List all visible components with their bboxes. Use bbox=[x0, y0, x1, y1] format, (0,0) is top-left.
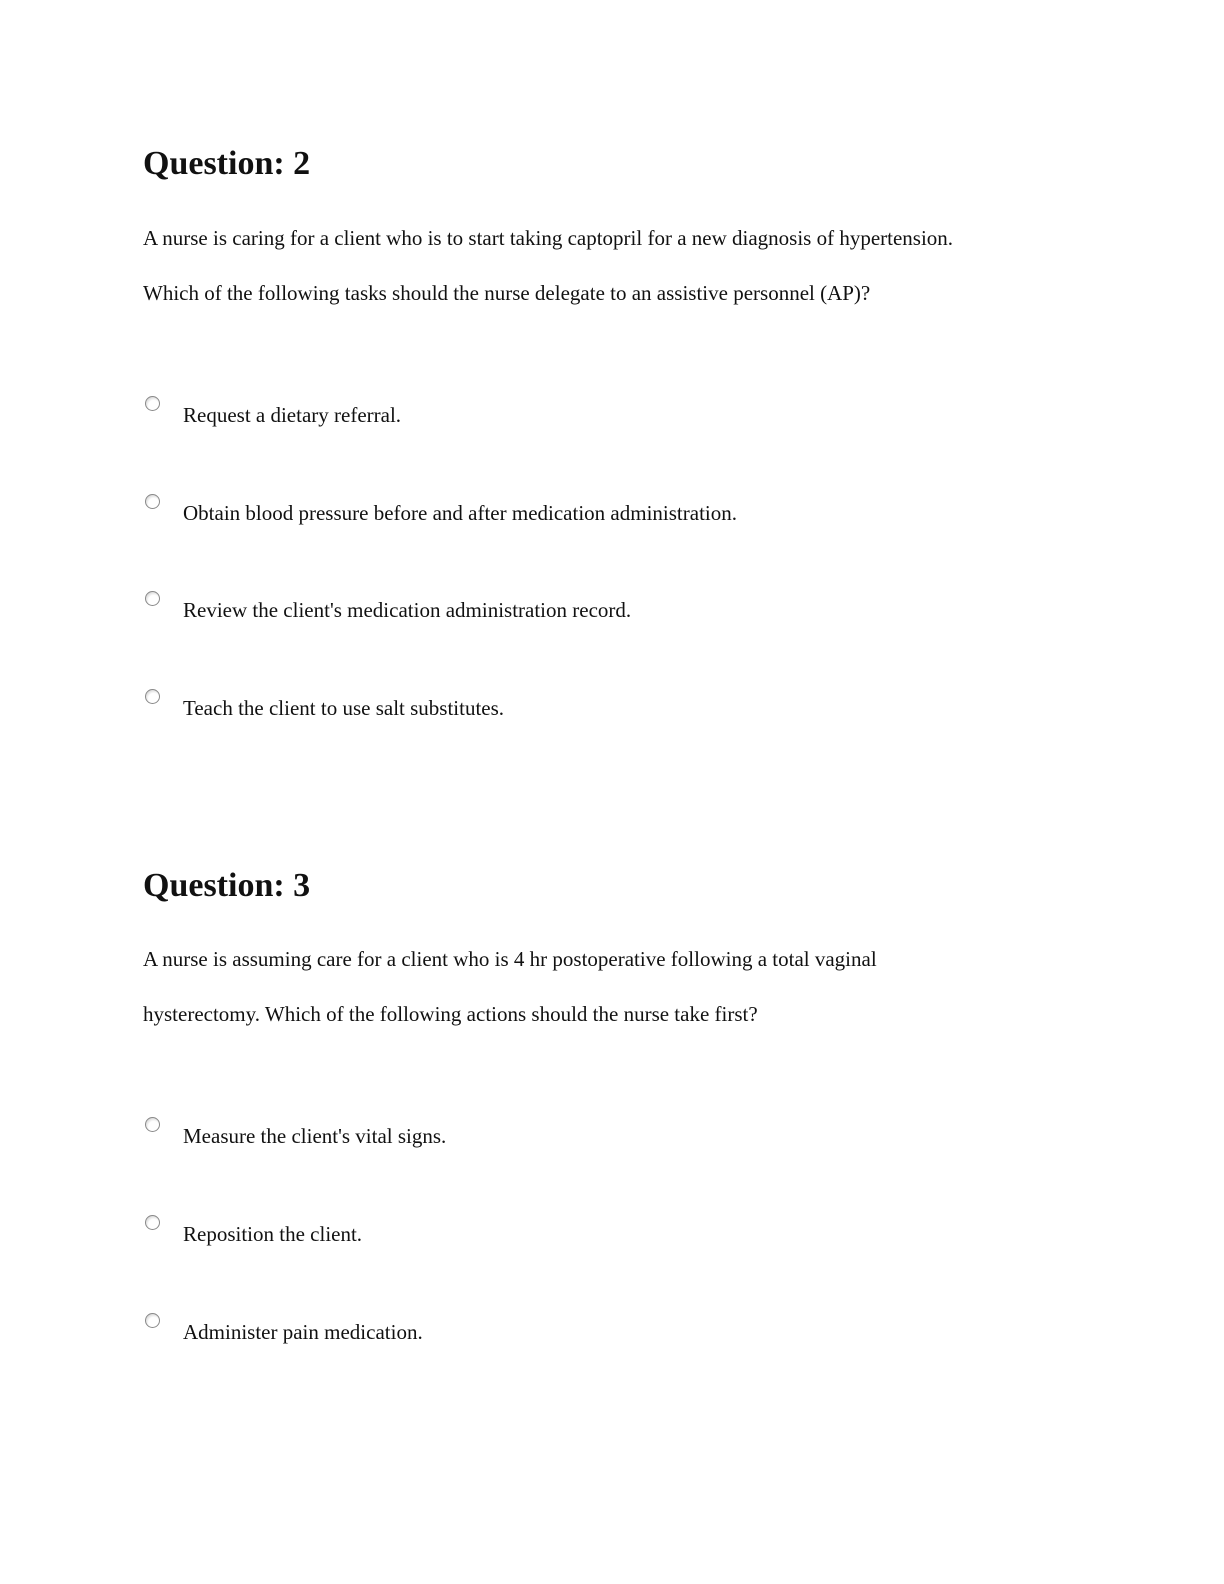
answer-option-label: Reposition the client. bbox=[183, 1222, 363, 1246]
answer-option-label: Measure the client's vital signs. bbox=[183, 1124, 447, 1148]
answer-option-label: Request a dietary referral. bbox=[183, 403, 402, 427]
question-prompt-line: hysterectomy. Which of the following actions should the nurse take first? bbox=[143, 1002, 758, 1026]
answer-option-1[interactable] bbox=[143, 1117, 1043, 1157]
answer-option-1[interactable] bbox=[143, 396, 1043, 436]
radio-button-icon[interactable] bbox=[145, 396, 160, 411]
question-prompt-line: A nurse is caring for a client who is to start taking captopril for a new diagnosis of hypertension. bbox=[143, 226, 954, 250]
question-title: Question: 2 bbox=[143, 145, 311, 182]
radio-button-icon[interactable] bbox=[145, 1215, 160, 1230]
radio-button-icon[interactable] bbox=[145, 1313, 160, 1328]
answer-option-4[interactable] bbox=[143, 689, 1043, 729]
answer-option-label: Administer pain medication. bbox=[183, 1320, 423, 1344]
question-3 bbox=[143, 866, 1103, 1344]
answer-option-2[interactable] bbox=[143, 494, 1043, 534]
answer-option-label: Teach the client to use salt substitutes. bbox=[183, 696, 505, 720]
answer-option-label: Review the client's medication administration record. bbox=[183, 598, 632, 622]
radio-button-icon[interactable] bbox=[145, 494, 160, 509]
radio-button-icon[interactable] bbox=[145, 591, 160, 606]
answer-option-3[interactable] bbox=[143, 1313, 1043, 1353]
answer-option-label: Obtain blood pressure before and after medication administration. bbox=[183, 501, 737, 525]
answer-option-3[interactable] bbox=[143, 591, 1043, 631]
question-prompt-line: A nurse is assuming care for a client who is 4 hr postoperative following a total vaginal bbox=[143, 947, 877, 971]
question-prompt-line: Which of the following tasks should the nurse delegate to an assistive personnel (AP)? bbox=[143, 281, 871, 305]
radio-button-icon[interactable] bbox=[145, 689, 160, 704]
radio-button-icon[interactable] bbox=[145, 1117, 160, 1132]
answer-option-2[interactable] bbox=[143, 1215, 1043, 1255]
question-2 bbox=[143, 144, 1103, 720]
question-title: Question: 3 bbox=[143, 867, 311, 904]
